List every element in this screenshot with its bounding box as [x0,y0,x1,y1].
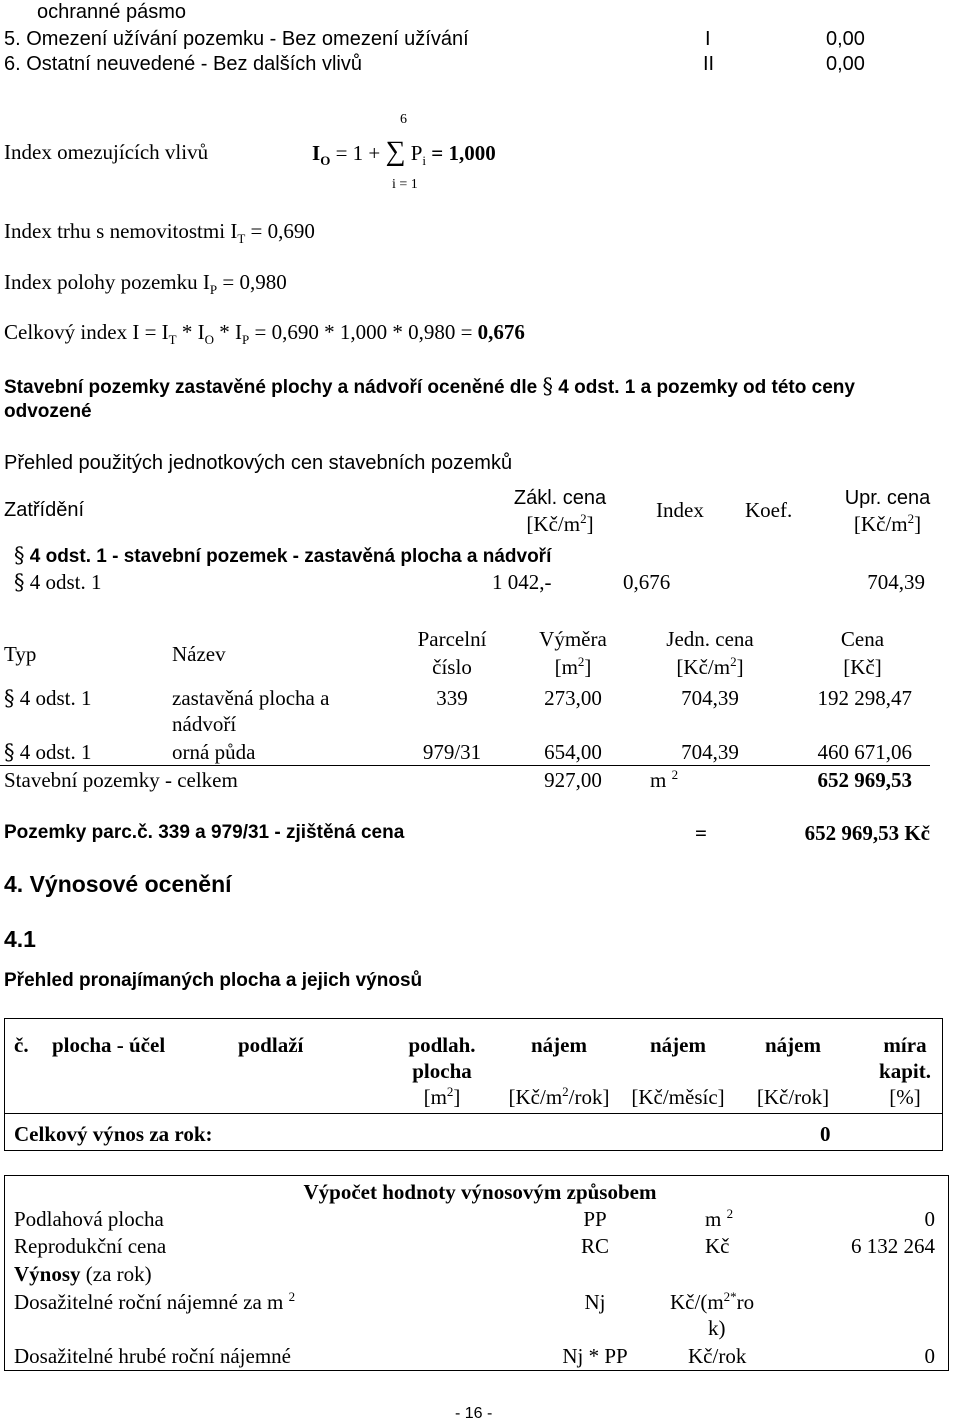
summary-label: Pozemky parc.č. 339 a 979/31 - zjištěná cena [4,822,405,843]
rent-col-najem1-unit-end: /rok] [568,1085,610,1109]
col-upr-unit-text: [Kč/m [853,512,908,536]
calc-row-label: Podlahová plocha [14,1207,164,1231]
rent-col-najem3: nájem [765,1033,821,1057]
calc-table-top-border [4,1175,948,1176]
calc-row-unit [705,1207,733,1231]
rent-col-podlah-1: podlah. [408,1033,476,1057]
overview-row-index: 0,676 [623,570,671,594]
rent-table-left-border [4,1018,5,1151]
calc-nj-sym: Nj [584,1290,606,1314]
calc-hr-unit: Kč/rok [688,1344,747,1368]
calc-vynosy-rest: (za rok) [85,1262,152,1286]
table-row-cena: 192 298,47 [817,686,912,710]
section-title-bold: Stavební pozemky zastavěné plochy a nádvoří oceněné dle [4,377,538,398]
rent-col-najem1-sup: 2 [562,1084,569,1099]
rent-col-najem2: nájem [650,1033,706,1057]
parcels-h-parc-2: číslo [432,655,472,679]
calc-nj-unit-text-2: ro [736,1290,755,1314]
paragraph-symbol: § [14,543,25,567]
parcels-total-unit-sup: 2 [671,767,679,782]
rent-col-plocha: plocha - účel [52,1033,166,1057]
calc-table-bottom-border [4,1370,948,1371]
overview-title: Přehled použitých jednotkových cen stavebních pozemků [4,452,513,474]
index-polohy-label: Index polohy pozemku I [4,270,210,294]
calc-row-unit-sup: 2 [726,1206,734,1221]
pi-sub: i [422,153,427,169]
rent-col-najem1: nájem [531,1033,587,1057]
table-row-vymera: 273,00 [544,686,602,710]
col-zakl-unit-sup: 2 [580,511,587,526]
table-row-nazev-2: nádvoří [172,712,237,736]
io-symbol: I [312,141,321,165]
table-row-parc: 339 [436,686,468,710]
rent-col-podlah-3 [392,1085,492,1109]
item-5-class: I [705,28,711,50]
rent-title: Přehled pronajímaných plocha a jejich výnosů [4,970,423,991]
calc-vynosy-bold: Výnosy [14,1262,81,1286]
calc-row-sym: RC [580,1234,609,1258]
parcels-h-parc-1: Parcelní [417,627,487,651]
parcels-h-vymera-sup: 2 [577,654,585,669]
rent-col-najem1-unit-text: [Kč/m [508,1085,563,1109]
overview-row-upr: 704,39 [867,570,925,594]
index-polohy-value: = 0,980 [222,270,287,294]
table-row-typ [4,740,92,764]
section-title [4,374,855,400]
celkovy-index [4,320,525,348]
parcels-h-vymera-1: Výměra [539,627,607,651]
section-title-line2: odvozené [4,401,92,422]
parcels-h-jedn-close: ] [736,655,744,679]
col-upr-cena: Upr. cena [844,487,931,509]
rent-col-mira-3: [%] [889,1085,921,1109]
table-row-jedn: 704,39 [681,686,739,710]
paragraph-symbol: § [542,374,553,398]
calc-row-sym: PP [583,1207,607,1231]
col-upr-unit-close: ] [914,512,922,536]
celkovy-index-calc: = 0,690 * 1,000 * 0,980 = [254,320,473,344]
sum-lower-limit: i = 1 [392,177,418,192]
pi-symbol: P [410,141,423,165]
col-zakl-unit [470,512,650,536]
io-mid: = 1 + [335,141,381,165]
table-row-nazev: zastavěná plocha a [172,686,330,710]
item-6-label: 6. Ostatní neuvedené - Bez dalších vlivů [4,53,362,75]
index-trhu-label: Index trhu s nemovitostmi I [4,219,238,243]
rent-col-no: č. [14,1033,29,1057]
sum-upper-limit: 6 [400,112,407,127]
formula-result: = 1,000 [431,141,496,165]
heading-4-1: 4.1 [4,926,36,952]
rent-table-divider [4,1113,942,1114]
calc-nj-unit [670,1290,754,1314]
calc-nj-label-sup: 2 [288,1289,296,1304]
parcels-h-vymera-2 [520,655,626,679]
paragraph-symbol: § [4,686,15,710]
col-zakl-unit-close: ] [586,512,594,536]
calc-row-label: Reprodukční cena [14,1234,167,1258]
parcels-h-typ: Typ [4,642,37,666]
col-zatrideni: Zatřídění [4,499,85,521]
item-5-label: 5. Omezení užívání pozemku - Bez omezení užívání [4,28,469,50]
rent-table-right-border [942,1018,943,1151]
rent-col-podlazi: podlaží [238,1033,304,1057]
index-trhu [4,219,315,247]
celkovy-index-sub-o: O [204,332,214,348]
typ-text: 4 odst. 1 [19,686,92,710]
formula-expression [312,136,496,169]
calc-nj-label-text: Dosažitelné roční nájemné za m [14,1290,284,1314]
sum-sign: ∑ [385,136,406,167]
celkovy-index-label: Celkový index I [4,320,140,344]
parcels-total-unit [650,768,678,792]
heading-4: 4. Výnosové ocenění [4,871,232,897]
calc-title: Výpočet hodnoty výnosovým způsobem [303,1180,657,1204]
table-row-parc: 979/31 [422,740,482,764]
celkovy-index-sub-t: T [168,332,177,348]
celkovy-index-eq: = I [144,320,169,344]
calc-vynosy [14,1262,152,1286]
paragraph-symbol: § [4,740,15,764]
table-row-typ [4,686,92,710]
calc-nj-label [14,1290,295,1314]
item-6-value: 0,00 [826,53,865,75]
celkovy-index-star2: * I [219,320,242,344]
col-index: Index [656,498,704,522]
rent-col-podlah-unit: [m [423,1085,447,1109]
calc-row-unit: Kč [705,1234,730,1258]
table-row-nazev: orná půda [172,740,256,764]
typ-text: 4 odst. 1 [19,740,92,764]
paragraph-symbol: § [14,570,25,594]
calc-nj-unit-sup: 2* [723,1289,737,1304]
overview-group [14,543,551,569]
celkovy-index-result: 0,676 [477,320,525,344]
summary-eq: = [695,821,707,845]
formula-label: Index omezujících vlivů [4,140,209,164]
rent-col-podlah-close: ] [453,1085,461,1109]
section-title-rest: 4 odst. 1 a pozemky od této ceny [558,377,855,398]
rent-col-podlah-sup: 2 [446,1084,454,1099]
parcels-h-jedn-unit: [Kč/m [676,655,731,679]
calc-hr-label: Dosažitelné hrubé roční nájemné [14,1344,291,1368]
rent-col-najem3-unit: [Kč/rok] [756,1085,830,1109]
col-upr-unit-sup: 2 [907,511,915,526]
col-zakl-unit-text: [Kč/m [526,512,581,536]
table-row-jedn: 704,39 [681,740,739,764]
calc-nj-unit-3: k) [708,1316,726,1340]
parcels-h-cena-1: Cena [840,627,885,651]
parcels-h-nazev: Název [172,642,226,666]
overview-row-label [14,570,102,594]
col-zakl-cena: Zákl. cena [513,487,607,509]
rent-total-label: Celkový výnos za rok: [14,1122,213,1146]
calc-nj-unit-text: Kč/(m [670,1290,724,1314]
celkovy-index-sub-p: P [242,332,250,348]
index-trhu-sub: T [237,231,246,247]
parcels-h-jedn-2 [640,655,780,679]
parcels-total-divider [0,765,930,766]
text-line: ochranné pásmo [37,1,186,23]
parcels-h-vymera-unit: [m [554,655,578,679]
io-sub: O [320,153,331,169]
parcels-total-unit-text: m [650,768,667,792]
rent-col-mira-2: kapit. [879,1059,931,1083]
calc-hr-sym: Nj * PP [562,1344,628,1368]
calc-row-value: 0 [924,1207,935,1231]
parcels-h-vymera-close: ] [584,655,592,679]
parcels-h-cena-2: [Kč] [843,655,882,679]
page-number: - 16 - [455,1405,493,1422]
rent-table-top-border [4,1018,942,1019]
celkovy-index-star1: * I [181,320,205,344]
rent-total-value: 0 [820,1122,831,1146]
parcels-h-jedn-sup: 2 [730,654,737,669]
rent-col-najem2-unit: [Kč/měsíc] [631,1085,725,1109]
calc-row-value: 6 132 264 [851,1234,935,1258]
calc-hr-value: 0 [924,1344,935,1368]
rent-col-podlah-2: plocha [412,1059,472,1083]
rent-col-najem1-unit [497,1085,621,1109]
table-row-cena: 460 671,06 [817,740,912,764]
overview-group-text: 4 odst. 1 - stavební pozemek - zastavěná plocha a nádvoří [29,546,552,567]
parcels-h-jedn-1: Jedn. cena [666,627,754,651]
col-upr-unit [815,512,960,536]
calc-table-right-border [948,1175,949,1371]
rent-col-mira-1: míra [883,1033,927,1057]
table-row-vymera: 654,00 [544,740,602,764]
item-6-class: II [703,53,715,75]
index-polohy-sub: P [209,282,218,298]
item-5-value: 0,00 [826,28,865,50]
parcels-total-vymera: 927,00 [544,768,602,792]
index-trhu-value: = 0,690 [250,219,315,243]
rent-table-bottom-border [4,1150,942,1151]
index-polohy [4,270,287,298]
summary-value: 652 969,53 Kč [804,821,930,845]
overview-row-zakl: 1 042,- [492,570,552,594]
col-koef: Koef. [745,498,793,522]
overview-row-label-text: 4 odst. 1 [29,570,102,594]
calc-table-left-border [4,1175,5,1371]
calc-row-unit-text: m [705,1207,722,1231]
parcels-total-cena: 652 969,53 [817,768,912,792]
parcels-total-label: Stavební pozemky - celkem [4,768,238,792]
